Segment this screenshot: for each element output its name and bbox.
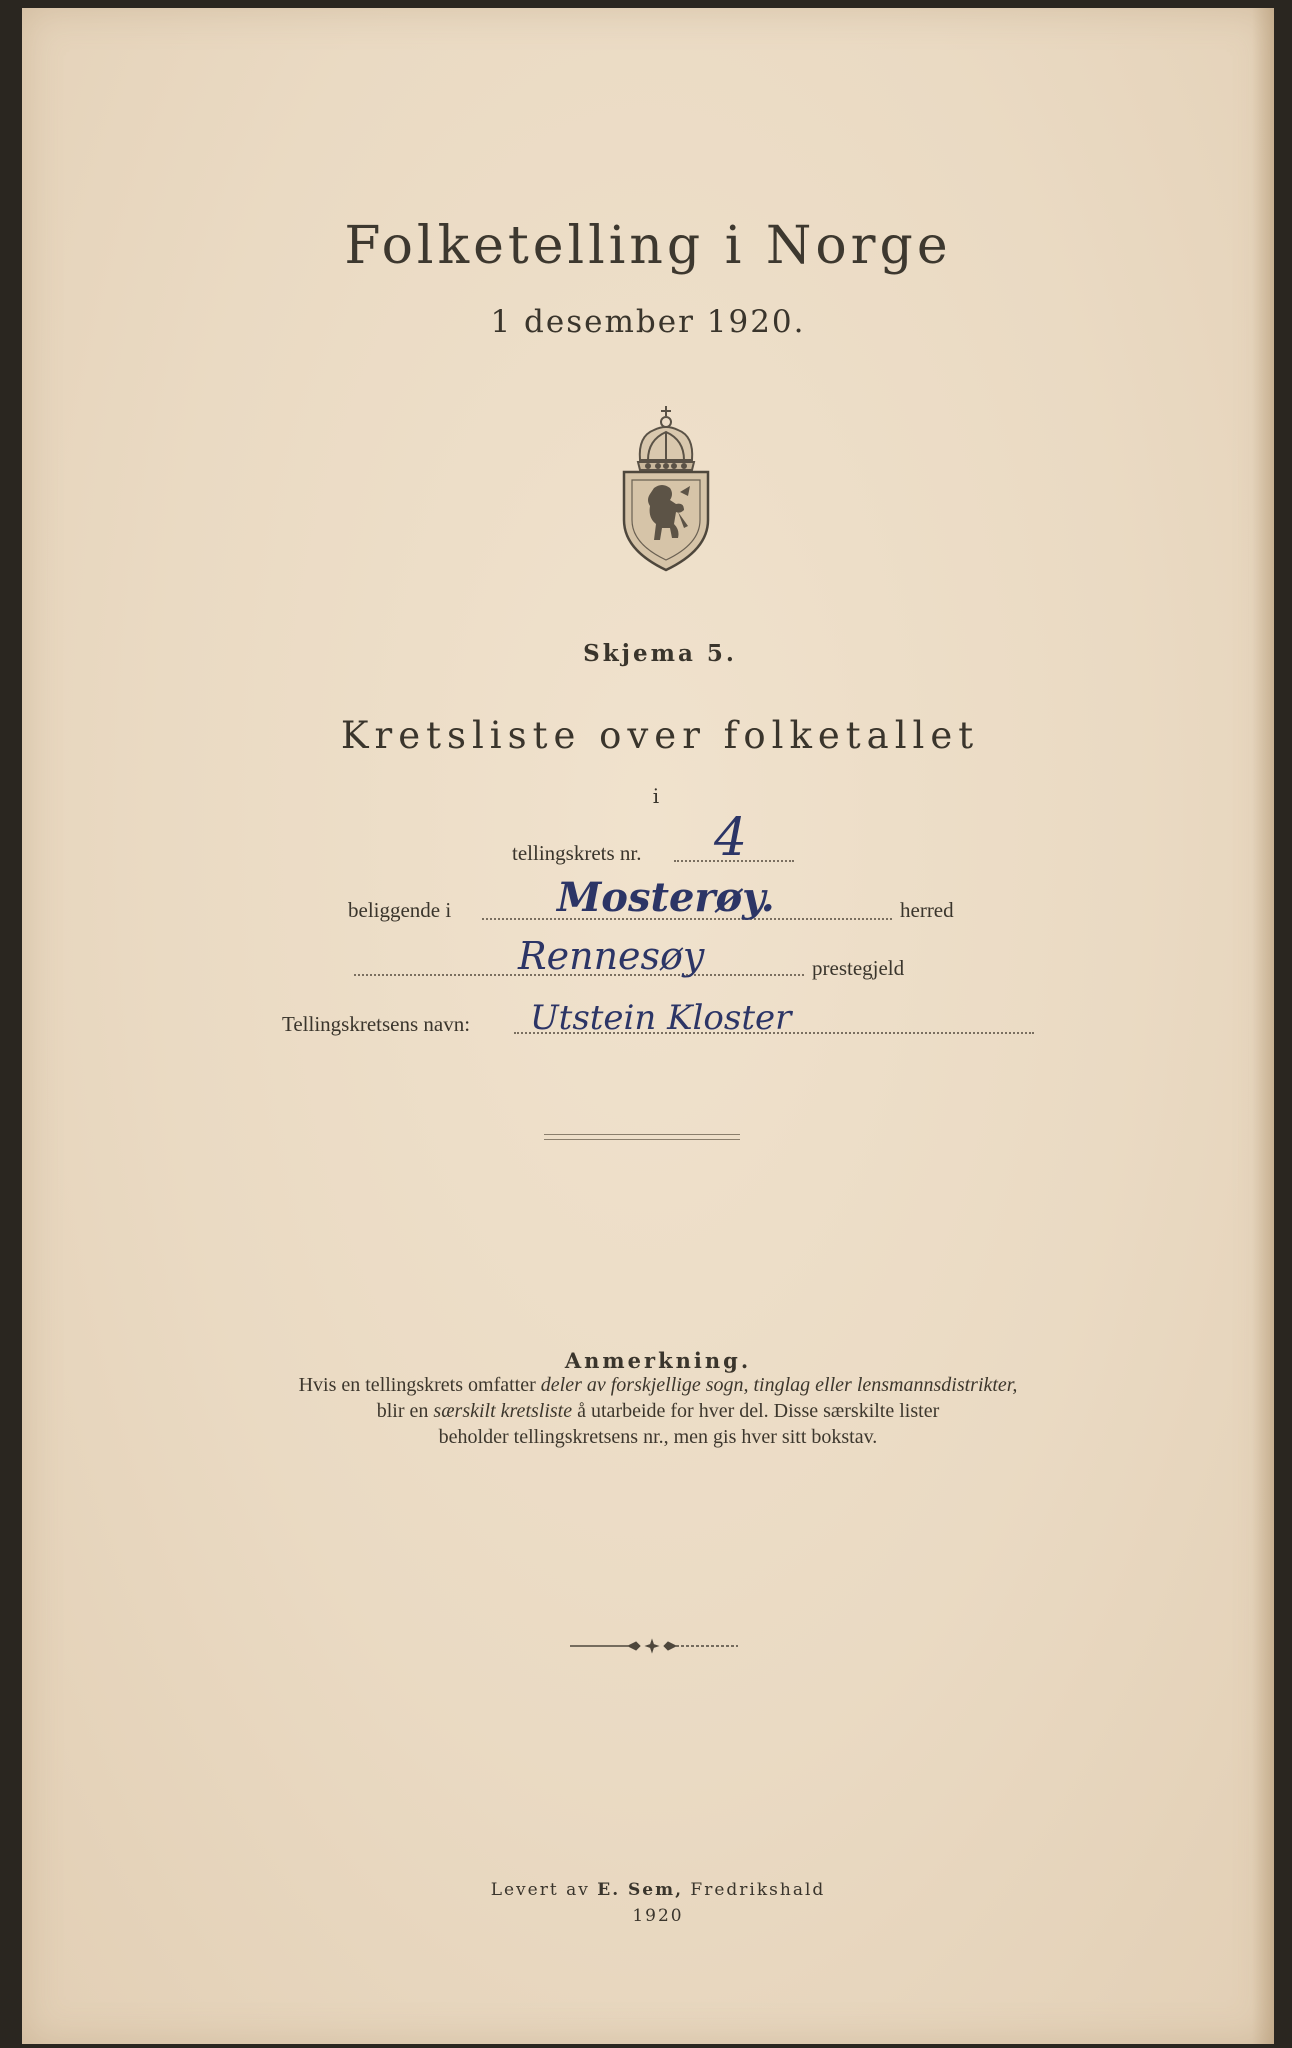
district-name-label: Tellingskretsens navn:	[282, 1012, 471, 1036]
ornament-divider-icon	[568, 1638, 746, 1654]
form-heading: Kretsliste over folketallet	[340, 714, 980, 757]
printer-year: 1920	[632, 1906, 684, 1926]
located-label: beliggende i	[348, 898, 452, 922]
schema-number: Skjema 5.	[583, 640, 737, 667]
census-date: 1 desember 1920.	[490, 304, 806, 340]
norwegian-coat-of-arms-icon	[618, 402, 714, 572]
district-number-label: tellingskrets nr.	[512, 841, 642, 865]
parish-value: Rennesøy	[518, 934, 705, 978]
note-line-1-emphasis: deler av forskjellige sogn, tinglag eller lensmannsdistrikter,	[540, 1374, 1018, 1396]
note-line-2-text-a: blir en	[376, 1400, 434, 1422]
municipality-value: Mosterøy.	[557, 874, 775, 921]
note-line-1-text: Hvis en tellingskrets omfatter	[298, 1374, 541, 1396]
herred-label: herred	[900, 898, 954, 922]
note-line-2-text-b: å utarbeide for hver del. Disse særskilte lister	[572, 1400, 940, 1422]
note-heading: Anmerkning.	[564, 1348, 752, 1373]
note-line-1	[32, 1374, 1284, 1397]
divider-rule-top	[544, 1134, 740, 1135]
note-line-2	[32, 1400, 1284, 1423]
census-form-page	[22, 8, 1274, 2044]
printer-credit-prefix: Levert av	[490, 1880, 598, 1900]
printer-name: E. Sem,	[597, 1880, 684, 1900]
note-line-2-emphasis: særskilt kretsliste	[433, 1400, 573, 1422]
printer-credit	[32, 1880, 1284, 1900]
district-name-value: Utstein Kloster	[530, 998, 792, 1038]
district-number-value: 4	[714, 808, 748, 868]
preposition-i: i	[652, 784, 660, 808]
document-title: Folketelling i Norge	[344, 216, 952, 276]
printer-location: Fredrikshald	[683, 1880, 826, 1900]
divider-rule-bottom	[544, 1139, 740, 1140]
parish-label: prestegjeld	[812, 956, 905, 980]
note-line-3: beholder tellingskretsens nr., men gis hver sitt bokstav.	[438, 1426, 878, 1448]
